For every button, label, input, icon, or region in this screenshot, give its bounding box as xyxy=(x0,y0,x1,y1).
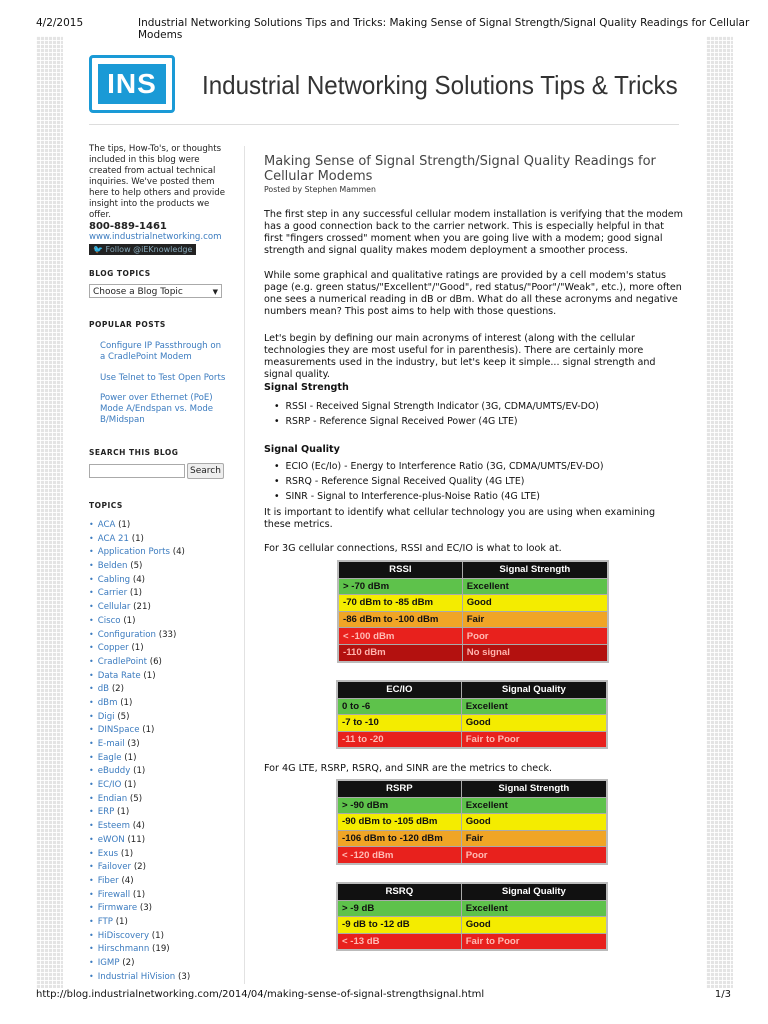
topic-link[interactable]: CradlePoint xyxy=(97,656,147,667)
table-row xyxy=(337,847,607,864)
table-cell: Fair xyxy=(461,830,607,847)
table-row xyxy=(337,698,607,715)
topic-link[interactable]: FTP xyxy=(97,916,113,927)
table-cell: Fair xyxy=(462,611,608,628)
topic-count: (5) xyxy=(129,793,143,804)
topic-count: (1) xyxy=(143,670,156,681)
topic-count: (1) xyxy=(115,916,128,927)
table-cell: No signal xyxy=(462,644,608,661)
signal-strength-list xyxy=(274,399,599,429)
topic-count: (3) xyxy=(127,739,140,749)
topic-item[interactable] xyxy=(89,860,190,874)
table-cell: Excellent xyxy=(461,698,607,715)
signal-strength-heading: Signal Strength xyxy=(264,382,349,393)
blog-topic-select[interactable] xyxy=(89,284,222,298)
ins-logo[interactable] xyxy=(89,55,175,113)
topic-item[interactable] xyxy=(89,847,190,861)
twitter-follow-button[interactable] xyxy=(89,244,196,255)
rsrp-table xyxy=(336,779,608,865)
popular-post-link[interactable]: Use Telnet to Test Open Ports xyxy=(100,373,226,383)
twitter-follow-label: Follow @iEKnowledge xyxy=(105,245,193,254)
table-cell: -106 dBm to -120 dBm xyxy=(337,830,461,847)
topic-count: (3) xyxy=(139,903,153,914)
topic-link[interactable]: Industrial HiVision xyxy=(97,971,176,982)
table-cell: Good xyxy=(461,715,607,732)
topic-item[interactable] xyxy=(89,532,190,546)
topic-count: (1) xyxy=(123,615,136,626)
table-header-row xyxy=(338,561,608,578)
table-cell: > -9 dB xyxy=(337,900,461,917)
topic-count: (1) xyxy=(124,752,137,763)
table-cell: Good xyxy=(462,595,608,612)
list-item: • RSRP - Reference Signal Received Power (4G LTE) xyxy=(274,414,599,429)
topic-link[interactable]: EC/IO xyxy=(97,780,122,791)
topics-list xyxy=(89,518,190,983)
topic-count: (4) xyxy=(132,574,146,585)
table-cell: > -70 dBm xyxy=(338,578,462,595)
topic-count: (1) xyxy=(117,807,130,818)
topic-count: (1) xyxy=(131,533,144,544)
table-cell: -110 dBm xyxy=(338,644,462,661)
print-date: 4/2/2015 xyxy=(36,17,84,29)
topic-link[interactable]: eWON xyxy=(97,834,125,845)
table-cell: Poor xyxy=(461,847,607,864)
topics-heading: TOPICS xyxy=(89,501,123,510)
table-header: Signal Strength xyxy=(462,561,608,578)
table-cell: -9 dB to -12 dB xyxy=(337,917,461,934)
topic-link[interactable]: IGMP xyxy=(97,958,120,968)
table-header: Signal Quality xyxy=(461,883,607,900)
topic-link[interactable]: Belden xyxy=(97,561,128,572)
topic-count: (5) xyxy=(130,561,143,572)
topic-link[interactable]: Firmware xyxy=(97,903,138,914)
logo-text: INS xyxy=(98,64,166,104)
topic-count: (2) xyxy=(111,684,124,695)
column-divider xyxy=(244,146,245,984)
print-title: Industrial Networking Solutions Tips and Tricks: Making Sense of Signal Strength/Signal Quality Readings for Cellular Modems xyxy=(138,17,750,41)
topic-count: (4) xyxy=(121,875,134,886)
topic-link[interactable]: DINSpace xyxy=(97,725,140,736)
blog-topic-select-value: Choose a Blog Topic xyxy=(93,287,183,297)
left-page-border xyxy=(36,36,63,988)
list-item: • RSRQ - Reference Signal Received Quality (4G LTE) xyxy=(274,474,604,489)
topic-item[interactable] xyxy=(89,805,190,819)
topic-count: (1) xyxy=(151,930,164,941)
topic-item[interactable] xyxy=(89,614,190,628)
topic-link[interactable]: Firewall xyxy=(97,889,131,900)
table-cell: Poor xyxy=(462,628,608,645)
signal-quality-heading: Signal Quality xyxy=(264,444,340,455)
table-cell: 0 to -6 xyxy=(337,698,461,715)
topic-item[interactable] xyxy=(89,669,190,683)
topic-link[interactable]: ERP xyxy=(97,807,115,818)
topic-item[interactable] xyxy=(89,751,190,765)
topic-count: (4) xyxy=(132,821,145,832)
topic-count: (5) xyxy=(117,711,130,722)
topic-link[interactable]: Digi xyxy=(97,711,115,722)
about-text: The tips, How-To's, or thoughts included in this blog were created from actual technical inquiries. We've posted them here to help others and provide insight into the products we offer. xyxy=(89,144,226,220)
list-item: • RSSI - Received Signal Strength Indicator (3G, CDMA/UMTS/EV-DO) xyxy=(274,399,599,414)
post-paragraph: While some graphical and qualitative ratings are provided by a cell modem's status page (e.g. green status/"Excellent"/"Good", red status/"Poor"/"Weak", etc.), more often one sees a numerical reading in dB or dBm. What do all these acronyms and negative numbers mean? This post aims to help with those questions. xyxy=(264,270,682,317)
topic-item[interactable] xyxy=(89,942,190,956)
topic-item[interactable] xyxy=(89,573,190,587)
table-row xyxy=(337,814,607,831)
topic-count: (1) xyxy=(120,697,133,708)
topic-link[interactable]: Failover xyxy=(97,862,132,873)
topic-link[interactable]: Hirschmann xyxy=(97,944,150,955)
topic-count: (2) xyxy=(133,862,146,873)
post-title[interactable]: Making Sense of Signal Strength/Signal Quality Readings for Cellular Modems xyxy=(264,154,656,184)
table-cell: < -120 dBm xyxy=(337,847,461,864)
topic-item[interactable] xyxy=(89,970,190,984)
search-input[interactable] xyxy=(89,464,185,478)
popular-post-link[interactable]: Configure IP Passthrough on a CradlePoint Modem xyxy=(100,341,222,362)
topic-item[interactable] xyxy=(89,723,190,737)
topic-link[interactable]: Eagle xyxy=(97,752,122,763)
table-cell: -70 dBm to -85 dBm xyxy=(338,595,462,612)
topic-count: (19) xyxy=(152,944,170,955)
table-header: Signal Quality xyxy=(461,681,607,698)
table-header-row xyxy=(337,883,607,900)
list-item: • ECIO (Ec/Io) - Energy to Interference Ratio (3G, CDMA/UMTS/EV-DO) xyxy=(274,459,604,474)
table-row xyxy=(338,628,608,645)
topic-count: (1) xyxy=(142,725,155,736)
topic-item[interactable] xyxy=(89,600,190,614)
post-paragraph: The first step in any successful cellular modem installation is verifying that the modem has a good connection back to the carrier network. This is especially helpful in that first "fingers crossed" moment when you are going live with a modem; good signal strength and signal quality makes modem deployment a smoother process. xyxy=(264,209,683,256)
topic-link[interactable]: HiDiscovery xyxy=(97,930,150,941)
table-row xyxy=(338,595,608,612)
topic-link[interactable]: eBuddy xyxy=(97,766,131,777)
topic-item[interactable] xyxy=(89,764,190,778)
topic-link[interactable]: Cabling xyxy=(97,574,131,585)
table-row xyxy=(337,797,607,814)
post-paragraph: Let's begin by defining our main acronyms of interest (along with the cellular technologies they are most useful for in parenthesis). There are certainly more measurements used in the industry, but let's keep it simple... signal strength and signal quality. xyxy=(264,333,656,380)
list-item: • SINR - Signal to Interference-plus-Noise Ratio (4G LTE) xyxy=(274,489,604,504)
topic-item[interactable] xyxy=(89,682,190,696)
print-url: http://blog.industrialnetworking.com/2014/04/making-sense-of-signal-strengthsignal.html xyxy=(36,989,485,1000)
search-heading: SEARCH THIS BLOG xyxy=(89,448,179,457)
topic-count: (21) xyxy=(133,602,151,613)
ecio-table xyxy=(336,680,608,749)
topic-item[interactable] xyxy=(89,641,190,655)
table-cell: > -90 dBm xyxy=(337,797,461,814)
table-row xyxy=(338,611,608,628)
table-row xyxy=(338,644,608,661)
topic-count: (1) xyxy=(124,780,137,791)
topic-count: (1) xyxy=(133,766,146,777)
post-paragraph: It is important to identify what cellular technology you are using when examining these metrics. xyxy=(264,507,656,530)
post-header xyxy=(264,154,684,194)
topic-item[interactable] xyxy=(89,737,190,751)
topic-count: (1) xyxy=(129,588,143,599)
topic-item[interactable] xyxy=(89,518,190,532)
table-header: RSRP xyxy=(337,780,461,797)
topic-item[interactable] xyxy=(89,874,190,888)
topic-link[interactable]: ACA 21 xyxy=(97,533,129,544)
rsrq-table xyxy=(336,882,608,951)
topic-link[interactable]: Esteem xyxy=(97,821,130,832)
header-divider xyxy=(89,124,679,125)
topic-link[interactable]: Fiber xyxy=(97,875,119,886)
topic-link[interactable]: dB xyxy=(97,684,110,695)
table-header: RSRQ xyxy=(337,883,461,900)
topic-count: (2) xyxy=(122,958,135,968)
topic-count: (1) xyxy=(120,848,134,859)
table-header-row xyxy=(337,780,607,797)
table-cell: -86 dBm to -100 dBm xyxy=(338,611,462,628)
topic-link[interactable]: E-mail xyxy=(97,739,125,749)
table-cell: -11 to -20 xyxy=(337,731,461,748)
topic-item[interactable] xyxy=(89,956,190,970)
topic-count: (6) xyxy=(149,656,162,667)
sidebar-about xyxy=(89,144,229,256)
topic-link[interactable]: dBm xyxy=(97,697,118,708)
post-byline: Posted by Stephen Mammen xyxy=(264,185,376,194)
topic-item[interactable] xyxy=(89,819,190,833)
blog-topics-heading: BLOG TOPICS xyxy=(89,269,151,278)
topic-item[interactable] xyxy=(89,628,190,642)
popular-posts-heading: POPULAR POSTS xyxy=(89,320,166,329)
table-cell: Excellent xyxy=(461,797,607,814)
topic-count: (1) xyxy=(131,643,144,654)
topic-link[interactable]: Exus xyxy=(97,848,119,859)
table-row xyxy=(337,830,607,847)
table-row xyxy=(337,731,607,748)
table-cell: Good xyxy=(461,917,607,934)
topic-count: (3) xyxy=(178,971,191,982)
topic-link[interactable]: Endian xyxy=(97,793,128,804)
topic-item[interactable] xyxy=(89,915,190,929)
website-link[interactable]: www.industrialnetworking.com xyxy=(89,232,222,242)
topic-item[interactable] xyxy=(89,833,190,847)
topic-count: (1) xyxy=(132,889,146,900)
topic-count: (4) xyxy=(172,547,185,558)
topic-link[interactable]: Carrier xyxy=(97,588,128,599)
topic-link[interactable]: Cisco xyxy=(97,615,121,626)
topic-link[interactable]: Configuration xyxy=(97,629,156,640)
phone-number: 800-889-1461 xyxy=(89,221,167,232)
table-row xyxy=(338,578,608,595)
right-page-border xyxy=(706,36,733,988)
topic-item[interactable] xyxy=(89,655,190,669)
topic-link[interactable]: Data Rate xyxy=(97,670,141,681)
search-button[interactable]: Search xyxy=(187,463,224,479)
table-row xyxy=(337,900,607,917)
table-cell: Excellent xyxy=(462,578,608,595)
rssi-table xyxy=(337,560,609,663)
table-cell: Fair to Poor xyxy=(461,933,607,950)
topic-item[interactable] xyxy=(89,929,190,943)
table-header: Signal Strength xyxy=(461,780,607,797)
signal-quality-list xyxy=(274,459,604,504)
table-cell: < -100 dBm xyxy=(338,628,462,645)
blog-title[interactable]: Industrial Networking Solutions Tips & Tricks xyxy=(202,70,678,100)
topic-item[interactable] xyxy=(89,696,190,710)
table-header-row xyxy=(337,681,607,698)
table-header: RSSI xyxy=(338,561,462,578)
table-cell: Excellent xyxy=(461,900,607,917)
print-page-number: 1/3 xyxy=(714,989,731,1000)
topic-item[interactable] xyxy=(89,888,190,902)
print-header xyxy=(0,0,768,41)
topic-count: (33) xyxy=(158,629,177,640)
topic-item[interactable] xyxy=(89,901,190,915)
topic-item[interactable] xyxy=(89,545,190,559)
post-paragraph: For 3G cellular connections, RSSI and EC/IO is what to look at. xyxy=(264,543,562,554)
print-footer xyxy=(0,989,768,1024)
topic-item[interactable] xyxy=(89,792,190,806)
table-row xyxy=(337,917,607,934)
topic-count: (1) xyxy=(118,520,131,530)
table-row xyxy=(337,715,607,732)
table-row xyxy=(337,933,607,950)
table-cell: < -13 dB xyxy=(337,933,461,950)
twitter-bird-icon: 🐦 xyxy=(93,245,103,254)
topic-count: (11) xyxy=(127,834,146,845)
topic-link[interactable]: Cellular xyxy=(97,602,131,613)
topic-item[interactable] xyxy=(89,778,190,792)
table-header: EC/IO xyxy=(337,681,461,698)
topic-link[interactable]: ACA xyxy=(97,520,116,530)
table-cell: -7 to -10 xyxy=(337,715,461,732)
topic-item[interactable] xyxy=(89,586,190,600)
topic-item[interactable] xyxy=(89,710,190,724)
popular-post-link[interactable]: Power over Ethernet (PoE) Mode A/Endspan vs. Mode B/Midspan xyxy=(100,393,214,425)
topic-link[interactable]: Copper xyxy=(97,643,129,654)
table-cell: Fair to Poor xyxy=(461,731,607,748)
table-cell: Good xyxy=(461,814,607,831)
table-cell: -90 dBm to -105 dBm xyxy=(337,814,461,831)
topic-link[interactable]: Application Ports xyxy=(97,547,170,558)
post-paragraph: For 4G LTE, RSRP, RSRQ, and SINR are the metrics to check. xyxy=(264,763,553,774)
topic-item[interactable] xyxy=(89,559,190,573)
chevron-down-icon: ▼ xyxy=(212,288,218,296)
